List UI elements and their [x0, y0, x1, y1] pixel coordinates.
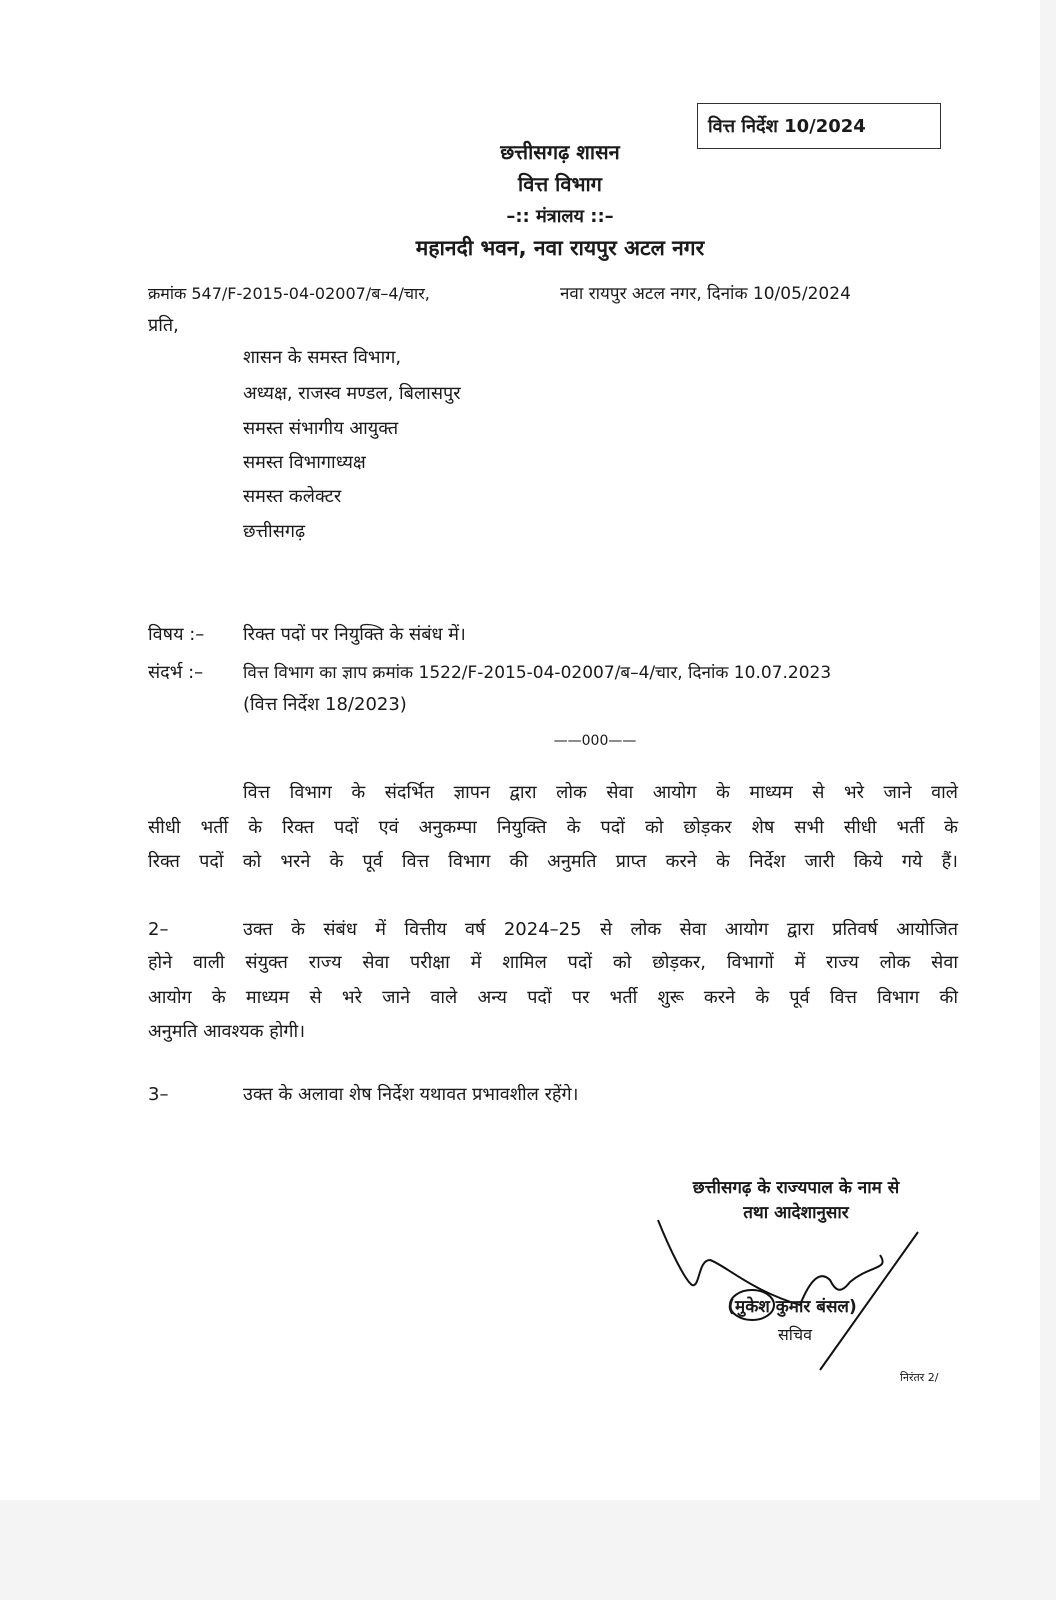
- subject-text: रिक्त पदों पर नियुक्ति के संबंध में।: [243, 624, 466, 645]
- paragraph2-number: 2–: [148, 919, 169, 940]
- signature-order: तथा आदेशानुसार: [743, 1203, 849, 1223]
- header-government: छत्तीसगढ़ शासन: [500, 140, 620, 164]
- addressee: शासन के समस्त विभाग,: [243, 347, 402, 368]
- header-address: महानदी भवन, नवा रायपुर अटल नगर: [415, 236, 705, 260]
- addressee: अध्यक्ष, राजस्व मण्डल, बिलासपुर: [243, 383, 461, 404]
- addressee: समस्त कलेक्टर: [243, 486, 342, 507]
- reference-directive: (वित्त निर्देश 18/2023): [243, 694, 407, 715]
- directive-number-box: [697, 103, 941, 149]
- paragraph2-line: आयोग के माध्यम से भरे जाने वाले अन्य पदों पर भर्ती शुरू करने के पूर्व वित्त विभाग की: [148, 987, 958, 1008]
- paragraph3-text: उक्त के अलावा शेष निर्देश यथावत प्रभावशील रहेंगे।: [243, 1084, 579, 1105]
- reference-text: वित्त विभाग का ज्ञाप क्रमांक 1522/F-2015-04-02007/ब–4/चार, दिनांक 10.07.2023: [243, 663, 832, 683]
- signature-authority: छत्तीसगढ़ के राज्यपाल के नाम से: [692, 1178, 900, 1198]
- continued-note: निरंतर 2/: [900, 1371, 939, 1384]
- addressee: छत्तीसगढ़: [243, 521, 306, 542]
- memo-number: क्रमांक 547/F-2015-04-02007/ब–4/चार,: [148, 284, 430, 303]
- subject-label: विषय :–: [148, 624, 205, 645]
- paragraph2-line: होने वाली संयुक्त राज्य सेवा परीक्षा में शामिल पदों को छोड़कर, विभागों में राज्य लोक सेवा: [148, 952, 958, 973]
- addressee: समस्त विभागाध्यक्ष: [243, 452, 366, 473]
- to-label: प्रति,: [148, 315, 179, 336]
- signatory-name: (मुकेश कुमार बंसल): [727, 1297, 857, 1317]
- separator: ——000——: [553, 733, 637, 749]
- paragraph2-line: अनुमति आवश्यक होगी।: [148, 1021, 306, 1042]
- header-department: वित्त विभाग: [518, 172, 602, 196]
- paragraph3-number: 3–: [148, 1084, 169, 1105]
- directive-number: वित्त निर्देश 10/2024: [708, 116, 866, 137]
- paragraph1-line: सीधी भर्ती के रिक्त पदों एवं अनुकम्पा नियुक्ति के पदों को छोड़कर शेष सभी सीधी भर्ती के: [148, 817, 958, 838]
- reference-label: संदर्भ :–: [148, 662, 204, 683]
- paragraph1-line: वित्त विभाग के संदर्भित ज्ञापन द्वारा लोक सेवा आयोग के माध्यम से भरे जाने वाले: [243, 782, 958, 803]
- paragraph2-line: उक्त के संबंध में वित्तीय वर्ष 2024–25 से लोक सेवा आयोग द्वारा प्रतिवर्ष आयोजित: [243, 919, 958, 940]
- place-date: नवा रायपुर अटल नगर, दिनांक 10/05/2024: [560, 284, 851, 304]
- header-ministry: –:: मंत्रालय ::–: [506, 206, 614, 227]
- paragraph1-line: रिक्त पदों को भरने के पूर्व वित्त विभाग की अनुमति प्राप्त करने के निर्देश जारी किये गये हैं।: [148, 851, 958, 872]
- signatory-designation: सचिव: [777, 1325, 813, 1344]
- addressee: समस्त संभागीय आयुक्त: [243, 418, 399, 439]
